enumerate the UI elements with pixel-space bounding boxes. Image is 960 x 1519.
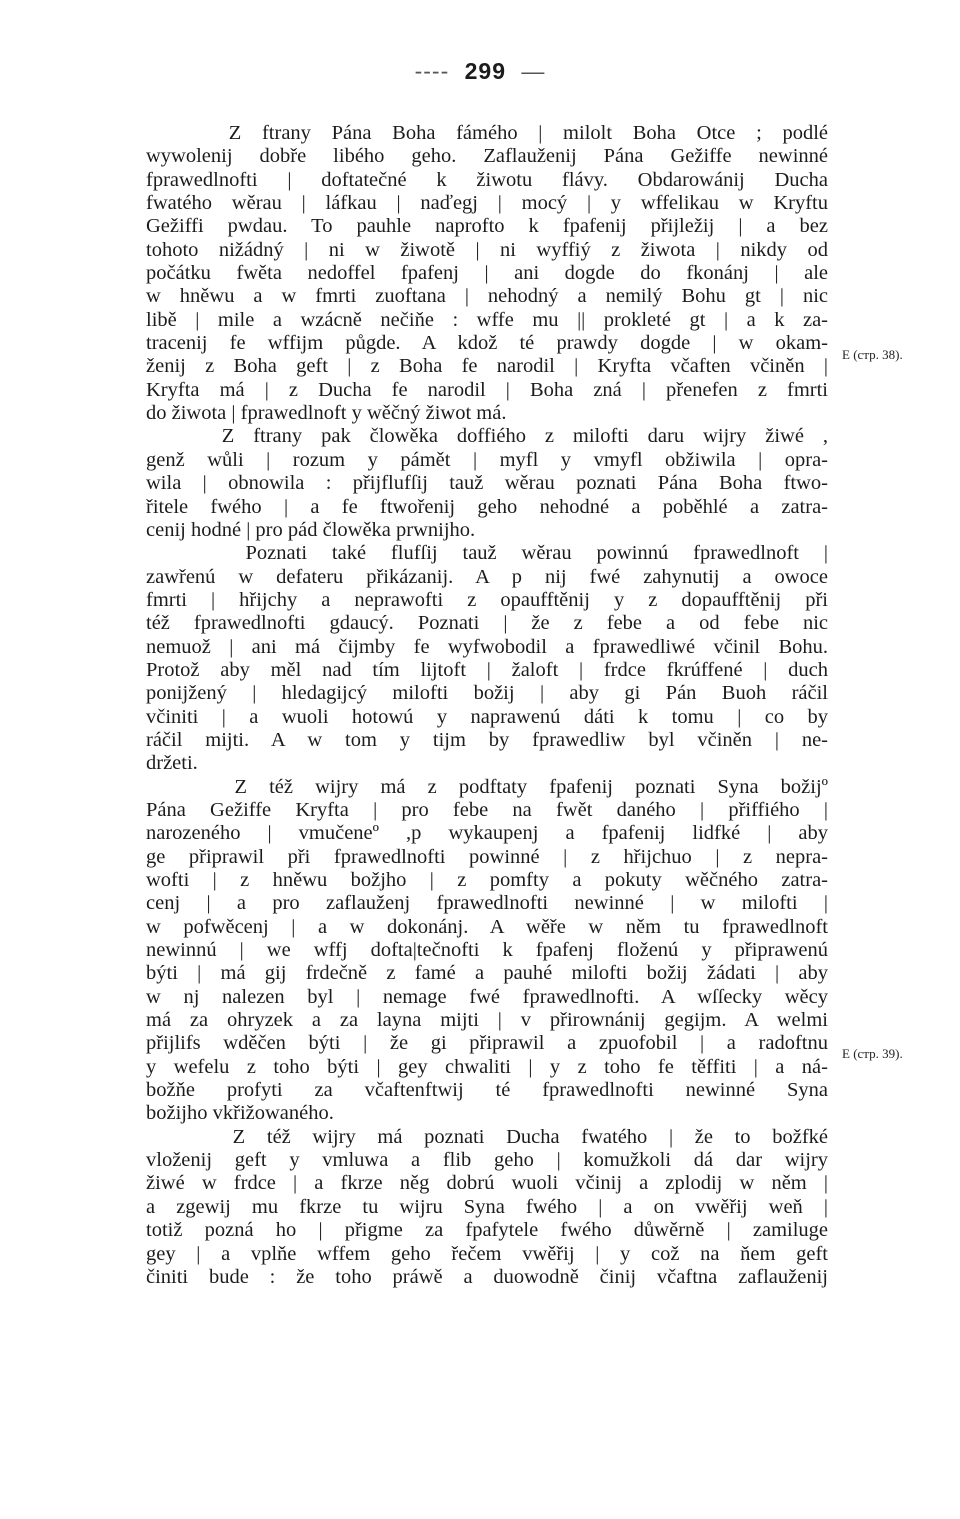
text-line: Z ftrany pak člowěka doffiého z milofti daru wijry žiwé , [146, 425, 828, 448]
text-line: činiti bude : že toho práwě a duowodně činij včaftna zaflauženij [146, 1265, 828, 1288]
text-line: Z ftrany Pána Boha fámého | milolt Boha Otce ; podlé [146, 122, 828, 144]
text-line: Poznati také flufſij tauž wěrau powinnú fprawedlnoft | [146, 542, 828, 565]
text-line: též fprawedlnofti gdaucý. Poznati | že z febe a od febe nic [146, 612, 828, 635]
text-line: fmrti | hřijchy a neprawofti z opaufftěnij y z dopaufftěnij při [146, 588, 828, 611]
text-line: ráčil mijti. A w tom y tijm by fprawedliw byl včiněn | ne- [146, 728, 828, 751]
text-line: gey | a vplňe wffem geho řečem vwěřij | y což na ňem geft [146, 1242, 828, 1265]
text-line: wila | obnowila : přijflufſij tauž wěrau poznati Pána Boha ftwo- [146, 472, 828, 495]
text-line: wofti | z hněwu božjho | z pomfty a pokuty wěčného zatra- [146, 869, 828, 891]
text-line: w pofwěcenj | a w dokonánj. A wěře w něm tu fprawedlnoft [146, 915, 828, 938]
text-line: Gežiffi pwdau. To pauhle naprofto k fpafenij přijležij | a bez [146, 215, 828, 238]
text-line: cenj | a pro zaflauženj fprawedlnofti newinné | w milofti | [146, 892, 828, 915]
text-line: ženij z Boha geft | z Boha fe narodil | Kryfta včaften včiněn | [146, 355, 828, 378]
text-line: býti | má gij frdečně z famé a pauhé milofti božij žádati | aby [146, 962, 828, 985]
text-line: Z též wijry má z podftaty fpafenij poznati Syna božijº [146, 775, 828, 798]
text-line: držeti. [146, 752, 198, 775]
text-line: zawřenú w defateru přikázanij. A p nij fwé zahynutij a owoce [146, 565, 828, 588]
text-line: žiwé w frdce | a fkrze něg dobrú wuoli včinij a zplodij w něm | [146, 1172, 828, 1195]
text-line: božijho vkřižowaného. [146, 1102, 334, 1125]
text-line: tohoto nižádný | ni w žiwotě | ni wyffiý z žiwota | nikdy od [146, 238, 828, 261]
text-line: Pána Gežiffe Kryfta | pro febe na fwět daného | přiffiého | [146, 798, 828, 821]
text-line: y wefelu z toho býti | gey chwaliti | y z toho fe těffiti | a ná- [146, 1055, 828, 1078]
text-line: ponijžený | hledagijcý milofti božij | aby gi Pán Buoh ráčil [146, 682, 828, 705]
header-dash-right: — [521, 58, 546, 84]
margin-note-ref-39: E (стр. 39). [842, 1046, 903, 1061]
body-text [146, 122, 828, 1289]
page-number: 299 [464, 58, 506, 84]
header-dash-left: ---- [414, 58, 450, 84]
text-line: Z též wijry má poznati Ducha fwatého | že to božfké [146, 1125, 828, 1148]
text-line: libě | mile a wzácně nečiňe : wffe mu || prokleté gt | a k za- [146, 308, 828, 331]
text-line: ge připrawil při fprawedlnofti powinné | z hřijchuo | z nepra- [146, 845, 828, 868]
text-line: totiž pozná ho | přigme za fpafytele fwého důwěrně | zamiluge [146, 1219, 828, 1242]
text-line: genž wůli | rozum y pámět | myfl y vmyfl obžiwila | opra- [146, 448, 828, 471]
text-line: řitele fwého | a fe ftwořenij geho nehodné a poběhlé a zatra- [146, 495, 828, 518]
text-line: má za ohryzek a za layna mijti | v přirownánij gegijm. A welmi [146, 1009, 828, 1032]
text-line: nemuož | ani má čijmby fe wyfwobodil a fprawedliwé včinil Bohu. [146, 635, 828, 658]
text-line: počátku fwěta nedoffel fpafenj | ani dogde do fkonánj | ale [146, 262, 828, 285]
text-line: newinnú | we wffj dofta|tečnofti k fpafenj floženú y připrawenú [146, 939, 828, 962]
text-line: přijlifs wděčen býti | že gi připrawil a zpuofobil | a radoftnu [146, 1032, 828, 1055]
text-line: do žiwota | fprawedlnoft y wěčný žiwot má. [146, 402, 507, 425]
text-line: w hněwu a w fmrti zuoftana | nehodný a nemilý Bohu gt | nic [146, 285, 828, 308]
text-line: cenij hodné | pro pád člowěka prwnijho. [146, 518, 476, 541]
text-line: a zgewij mu fkrze tu wijru Syna fwého | a on vwěřij weň | [146, 1195, 828, 1218]
text-line: božňe profyti za včaftenftwij té fprawedlnofti newinné Syna [146, 1079, 828, 1102]
margin-note-ref-38: E (стр. 38). [842, 347, 903, 362]
text-line: w nj nalezen byl | nemage fwé fprawedlnofti. A wſſecky wěcy [146, 985, 828, 1008]
text-line: fwatého wěrau | láfkau | naďegj | mocý | y wffelikau w Kryftu [146, 192, 828, 215]
text-line: wywolenij dobře libého geho. Zaflauženij Pána Gežiffe newinné [146, 145, 828, 168]
text-line: narozeného | vmučeneº ,p wykaupenj a fpafenij lidfké | aby [146, 822, 828, 845]
text-line: tracenij fe wffijm půgde. A kdož té prawdy dogde | w okam- [146, 332, 828, 355]
text-line: včiniti | a wuoli hotowú y naprawenú dáti k tomu | co by [146, 705, 828, 728]
text-line: vloženij geft y vmluwa a flib geho | komužkoli dá dar wijry [146, 1149, 828, 1172]
text-line: Protož aby měl nad tím lijtoft | žaloft | frdce fkrúffené | duch [146, 658, 828, 681]
text-line: Kryfta má | z Ducha fe narodil | Boha zná | přenefen z fmrti [146, 378, 828, 401]
text-line: fprawedlnofti | doftatečné k žiwotu flávy. Obdarowánij Ducha [146, 168, 828, 191]
page-header [0, 58, 960, 85]
